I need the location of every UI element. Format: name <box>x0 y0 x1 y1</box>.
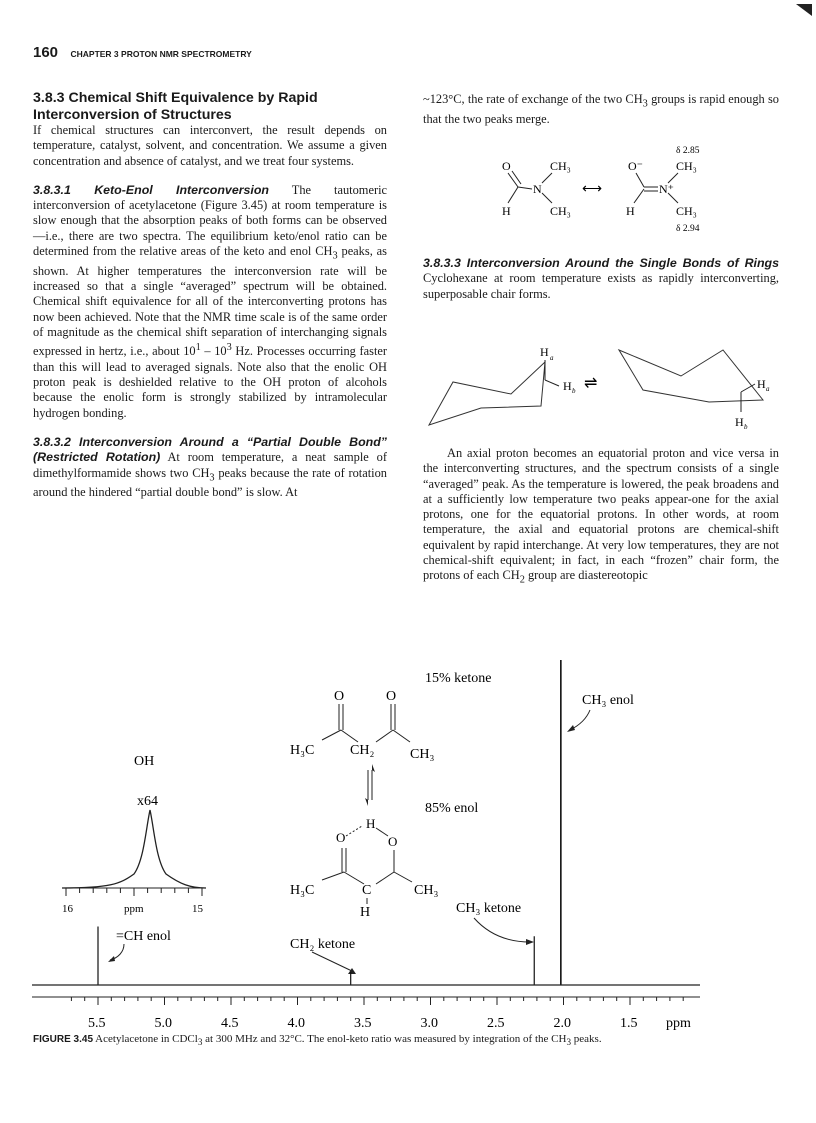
svg-text:CH₃: CH₃ <box>676 204 697 218</box>
section-heading: 3.8.3 Chemical Shift Equivalence by Rapid Interconversion of Structures <box>33 90 318 123</box>
svg-text:H: H <box>366 816 376 831</box>
page-number: 160 <box>33 44 59 61</box>
oh-inset <box>62 754 206 915</box>
chapter-title: CHAPTER 3 PROTON NMR SPECTROMETRY <box>70 49 252 59</box>
svg-text:CH₂: CH₂ <box>350 743 375 758</box>
label-ch3-ketone: CH₃ ketone <box>456 901 522 916</box>
resonance-arrow: ⟷ <box>582 182 603 197</box>
svg-text:CH₃: CH₃ <box>676 159 697 173</box>
svg-text:H: H <box>757 377 766 391</box>
axial-equatorial-paragraph: An axial proton becomes an equatorial proton and vice versa in the interconverting structures, and the spectrum consists of a single “averaged” peak. As the temperature is lowered, the peak broadens and at a sufficiently low temperature two peaks appear-one for the axial protons, one for the equatorial protons. In other words, at room temperature, the axial and equatorial protons are chemical-shift equivalent by rapid interchange. At very low temperatures, they are not chemical-shift equivalent; in fact, in each “frozen” chair form, the protons of each $CH_2$ group are diastereotopic <box>423 446 779 586</box>
dmf-continuation: ~123°C, the rate of exchange of the two $CH_3$ groups is rapid enough so that the two peaks merge. <box>423 92 780 126</box>
svg-text:H: H <box>540 345 549 359</box>
restricted-rotation-title: 3.8.3.2 Interconversion Around a “Partial Double Bond” (Restricted Rotation) <box>33 434 387 465</box>
svg-text:H₃C: H₃C <box>290 883 315 898</box>
dmf-resonance-figure <box>470 135 730 235</box>
right-column-bottom <box>423 446 779 588</box>
cyclohexane-chair-figure <box>423 340 783 450</box>
svg-text:H: H <box>563 379 572 393</box>
shift-label-top: δ 2.85 <box>676 146 700 156</box>
label-ch3-enol: CH₃ enol <box>582 693 634 708</box>
svg-text:CH₃: CH₃ <box>550 204 571 218</box>
label-ch2-ketone: CH₂ ketone <box>290 937 356 952</box>
keto-enol-paragraph: 3.8.3.1 Keto-Enol Interconversion The tautomeric interconversion of acetylacetone (Figure 3.45) at room temperature is slow enough that the absorption peaks of both forms can be observed—i.e., there are two spectra. The equilibrium keto/enol ratio can be determined from the relative areas of the keto and enol $CH_3$ peaks, as shown. At higher temperatures the interconversion rate will be increased so that a single “averaged” spectrum will be obtained. Chemical shift equivalence for all of the interconverting protons has now been achieved. Note that the NMR time scale is of the same order of magnitude as the chemical shift separation of interchanging signals expressed in hertz, i.e., about $10^1 - 10^3$ Hz. Processes occurring faster than this will lead to averaged signals. Note also that the enolic OH proton peak is deshielded relative to the OH proton of alcohols because the enolic form is strongly stabilized by intramolecular hydrogen bonding. <box>33 182 388 420</box>
svg-text:O: O <box>336 830 346 845</box>
svg-text:CH₃: CH₃ <box>410 747 435 762</box>
axis-label: 3.5 <box>354 1016 372 1030</box>
svg-text:O: O <box>388 834 398 849</box>
inset-tick-16: 16 <box>62 903 73 915</box>
figure-label: FIGURE 3.45 <box>33 1034 94 1045</box>
svg-text:CH₃: CH₃ <box>414 883 439 898</box>
keto-enol-title: 3.8.3.1 Keto-Enol Interconversion <box>33 182 270 197</box>
label-enol-percent: 85% enol <box>425 801 479 816</box>
enol-structure <box>290 816 438 920</box>
left-column <box>33 90 387 501</box>
nmr-spectrum-figure <box>0 660 816 1030</box>
label-oh: OH <box>134 754 155 769</box>
keto-structure <box>290 689 434 762</box>
axis-label: 2.5 <box>487 1016 505 1030</box>
svg-text:H: H <box>735 415 744 429</box>
svg-text:a: a <box>550 354 554 362</box>
inset-tick-15: 15 <box>192 903 203 915</box>
svg-text:O: O <box>334 689 345 704</box>
ring-paragraph: 3.8.3.3 Interconversion Around the Single Bonds of Rings Cyclohexane at room temperature exists as rapidly interconverting, superposable chair forms. <box>423 256 779 301</box>
label-ketone-percent: 15% ketone <box>425 671 492 686</box>
svg-text:C: C <box>362 883 372 898</box>
svg-text:O⁻: O⁻ <box>628 159 643 173</box>
ring-title: 3.8.3.3 Interconversion Around the Single Bonds of Rings <box>423 256 779 270</box>
svg-text:H: H <box>502 204 511 218</box>
svg-text:CH₃: CH₃ <box>550 159 571 173</box>
svg-text:H: H <box>626 204 635 218</box>
inset-axis-label: ppm <box>124 903 144 915</box>
restricted-rotation-paragraph: 3.8.3.2 Interconversion Around a “Partial Double Bond” (Restricted Rotation) At room temperature, a neat sample of dimethylformamide shows two $CH_3$ peaks because the rate of rotation around the hindered “partial double bond” is slow. At <box>33 434 387 500</box>
axis-label: 5.0 <box>154 1016 172 1030</box>
intro-paragraph: If chemical structures can interconvert, the result depends on temperature, catalyst, solvent, and concentration. We assume a given concentration and absence of catalyst, and we treat four systems. <box>33 123 387 168</box>
axis-label: 2.0 <box>553 1016 571 1030</box>
svg-text:a: a <box>766 385 770 393</box>
svg-text:O: O <box>386 689 397 704</box>
axis-label: 5.5 <box>88 1016 106 1030</box>
axis-label: 1.5 <box>620 1016 638 1030</box>
equilibrium-arrows: ⇌ <box>584 375 598 392</box>
svg-text:b: b <box>744 423 748 431</box>
axis-label: ppm <box>666 1016 691 1030</box>
right-column-lower <box>423 256 779 302</box>
svg-text:H: H <box>360 905 371 920</box>
axis-label: 3.0 <box>420 1016 438 1030</box>
right-column <box>423 92 779 127</box>
svg-text:N⁺: N⁺ <box>659 182 674 196</box>
svg-text:O: O <box>502 159 511 173</box>
svg-text:H₃C: H₃C <box>290 743 315 758</box>
corner-mark <box>796 2 814 18</box>
keto-enol-equilibrium-arrows <box>365 764 375 806</box>
label-ch-enol: =CH enol <box>116 929 171 944</box>
figure-caption: FIGURE 3.45 Acetylacetone in CDCl$_3$ at 300 MHz and 32°C. The enol-keto ratio was measured by integration of the $CH_3$ peaks. <box>33 1033 602 1048</box>
running-header <box>33 44 252 62</box>
axis-label: 4.0 <box>287 1016 305 1030</box>
label-x64: x64 <box>137 794 158 809</box>
shift-label-bottom: δ 2.94 <box>676 224 700 234</box>
svg-text:b: b <box>572 387 576 395</box>
axis-label: 4.5 <box>221 1016 239 1030</box>
svg-text:N: N <box>533 182 542 196</box>
